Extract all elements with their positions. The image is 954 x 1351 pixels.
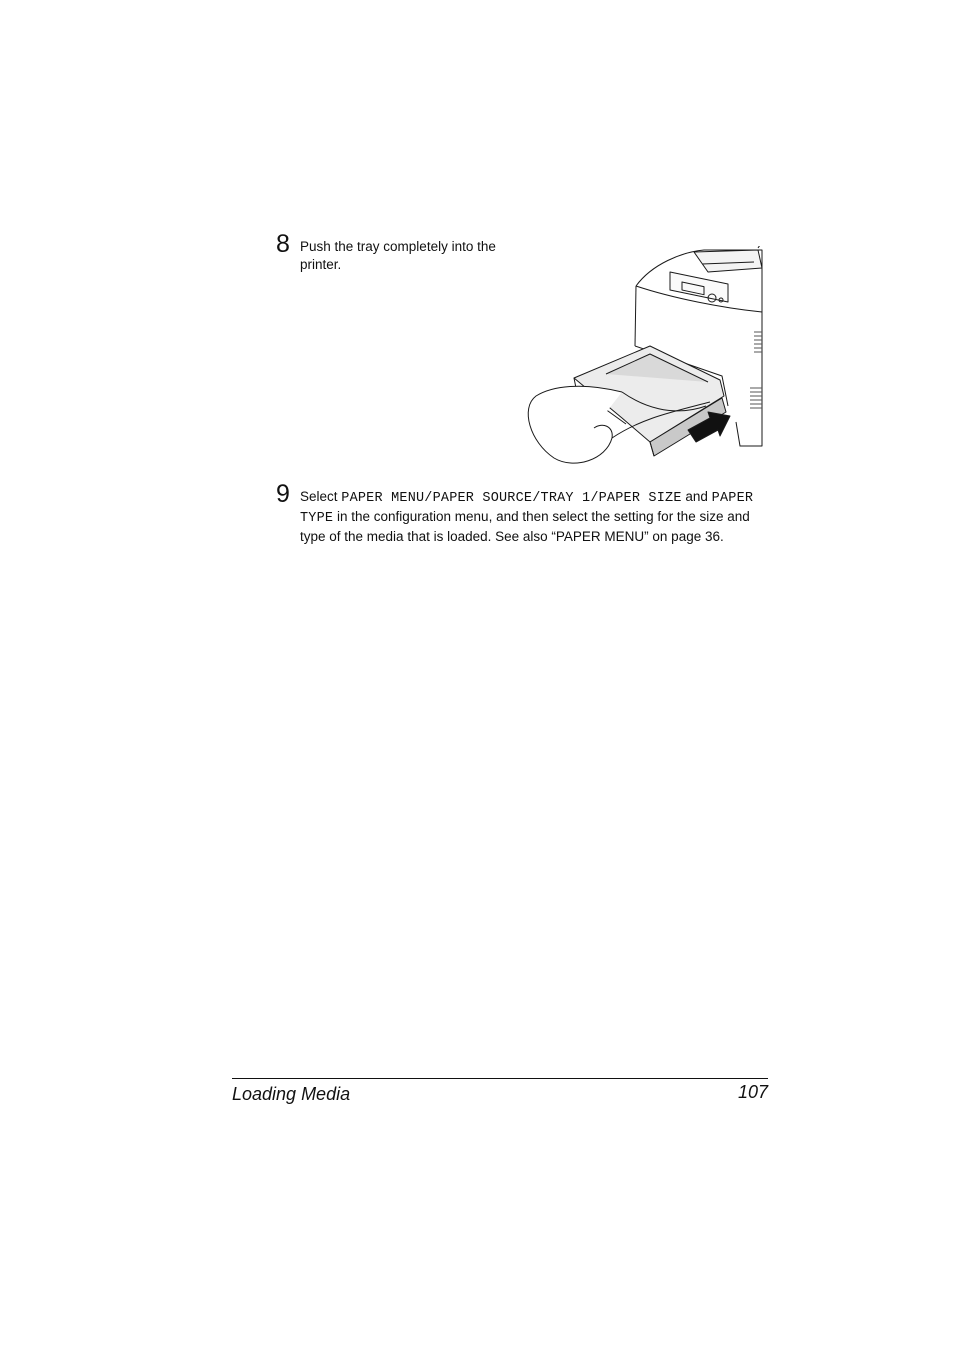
step-9-number: 9	[276, 480, 290, 508]
step-9-code-paper-size: PAPER MENU/PAPER SOURCE/TRAY 1/PAPER SIZE	[341, 491, 682, 506]
footer-page-number: 107	[737, 1082, 768, 1102]
footer-divider	[232, 1078, 768, 1079]
step-9-text-2: and	[681, 489, 712, 504]
step-9-text-3: in the configuration menu, and then select the setting for the size and type of the media that is loaded. See also “PAPER MENU” on page 36.	[300, 509, 750, 544]
step-9-text-1: Select	[300, 489, 342, 504]
step-8-text: Push the tray completely into the printer.	[300, 239, 496, 272]
step-9-text	[300, 488, 770, 546]
printer-tray-insert-icon	[522, 246, 766, 468]
step-9-code-paper-type: PAPER TYPE	[300, 491, 754, 526]
footer-section-title: Loading Media	[232, 1084, 351, 1104]
step-8-number: 8	[276, 230, 290, 258]
